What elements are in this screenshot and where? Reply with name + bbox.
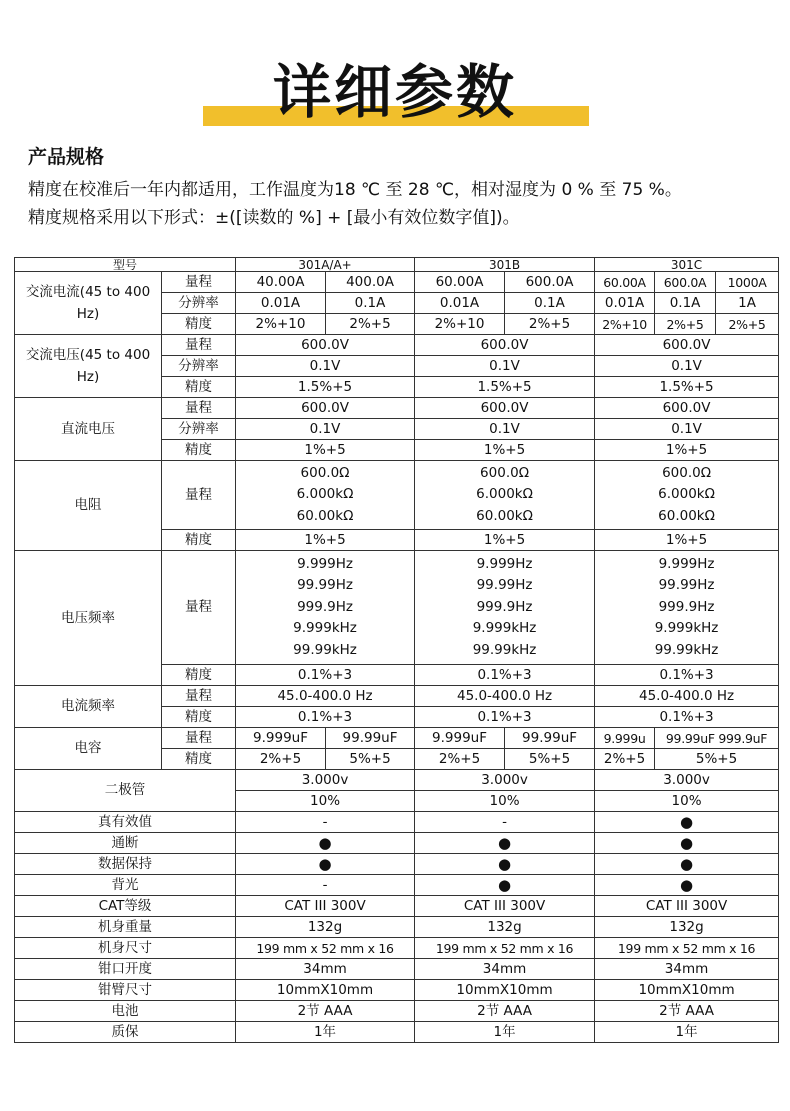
cell: 1.5%+5 (415, 377, 595, 398)
cell: 5%+5 (505, 749, 595, 770)
cell: 0.01A (415, 293, 505, 314)
cell: 0.1%+3 (415, 707, 595, 728)
table-header-row (15, 258, 779, 272)
dot-mark: ● (236, 833, 415, 854)
cell: 34mm (236, 959, 415, 980)
sub-label-resolution: 分辨率 (162, 293, 236, 314)
cell: 9.999Hz 99.99Hz 999.9Hz 9.999kHz 99.99kHz (236, 551, 415, 665)
spec-heading: 产品规格 (28, 146, 105, 168)
dot-mark: ● (415, 833, 595, 854)
cell: 1000A (716, 272, 779, 293)
cell: 9.999u (595, 728, 655, 749)
dot-mark: ● (595, 833, 779, 854)
cell: 1%+5 (415, 440, 595, 461)
cell: 99.99uF (505, 728, 595, 749)
cell: 2%+5 (236, 749, 326, 770)
cell: 600.0Ω 6.000kΩ 60.00kΩ (595, 461, 779, 530)
cell: 2%+5 (716, 314, 779, 335)
cell: 0.1V (595, 419, 779, 440)
cell: 3.000v (236, 770, 415, 791)
header-model-301c: 301C (595, 258, 779, 272)
dot-mark: ● (415, 875, 595, 896)
cell: 99.99uF 999.9uF (655, 728, 779, 749)
cell: 1%+5 (236, 530, 415, 551)
cell: CAT III 300V (236, 896, 415, 917)
cell: 3.000v (415, 770, 595, 791)
cell: 9.999Hz 99.99Hz 999.9Hz 9.999kHz 99.99kHz (595, 551, 779, 665)
table-row (15, 812, 779, 833)
page-title: 详细参数 (272, 58, 517, 126)
cell: 1%+5 (595, 530, 779, 551)
sub-label-accuracy: 精度 (162, 665, 236, 686)
row-label-dc-voltage: 直流电压 (15, 398, 162, 461)
row-label-backlight: 背光 (15, 875, 236, 896)
row-label-battery: 电池 (15, 1001, 236, 1022)
sub-label-range: 量程 (162, 551, 236, 665)
sub-label-accuracy: 精度 (162, 440, 236, 461)
cell: 10mmX10mm (595, 980, 779, 1001)
cell: 9.999Hz 99.99Hz 999.9Hz 9.999kHz 99.99kHz (415, 551, 595, 665)
cell: 0.01A (595, 293, 655, 314)
header-model-301b: 301B (415, 258, 595, 272)
table-row (15, 896, 779, 917)
cell: 0.1V (236, 356, 415, 377)
table-row (15, 833, 779, 854)
cell: 2%+5 (655, 314, 716, 335)
cell: 2%+5 (595, 749, 655, 770)
table-row (15, 1022, 779, 1043)
row-label-cat: CAT等级 (15, 896, 236, 917)
cell: 40.00A (236, 272, 326, 293)
table-row (15, 959, 779, 980)
cell: 1%+5 (595, 440, 779, 461)
row-label-jaw-opening: 钳口开度 (15, 959, 236, 980)
cell: 45.0-400.0 Hz (595, 686, 779, 707)
cell: 132g (236, 917, 415, 938)
dot-mark: ● (236, 854, 415, 875)
cell: 600.0A (655, 272, 716, 293)
cell: 5%+5 (326, 749, 415, 770)
spec-line-conditions: 精度在校准后一年内都适用，工作温度为18 ℃ 至 28 ℃，相对湿度为 0 % 至 75 %。 (28, 180, 682, 200)
cell: 9.999uF (415, 728, 505, 749)
cell: 199 mm x 52 mm x 16 (236, 938, 415, 959)
cell: 1年 (415, 1022, 595, 1043)
cell: 2%+10 (236, 314, 326, 335)
spec-table (14, 257, 779, 1043)
cell: 1.5%+5 (236, 377, 415, 398)
header-model-type: 型号 (15, 258, 236, 272)
sub-label-accuracy: 精度 (162, 707, 236, 728)
cell: 2%+5 (326, 314, 415, 335)
cell: 600.0A (505, 272, 595, 293)
table-row (15, 980, 779, 1001)
cell: 600.0V (236, 398, 415, 419)
cell: 5%+5 (655, 749, 779, 770)
row-label-capacitance: 电容 (15, 728, 162, 770)
sub-label-range: 量程 (162, 272, 236, 293)
table-row (15, 1001, 779, 1022)
sub-label-accuracy: 精度 (162, 377, 236, 398)
sub-label-range: 量程 (162, 335, 236, 356)
cell: 60.00A (595, 272, 655, 293)
table-row (15, 335, 779, 356)
table-row (15, 728, 779, 749)
cell: 1年 (595, 1022, 779, 1043)
dot-mark: ● (415, 854, 595, 875)
table-row (15, 917, 779, 938)
cell: 60.00A (415, 272, 505, 293)
cell: 132g (595, 917, 779, 938)
cell: 132g (415, 917, 595, 938)
cell: 0.1V (415, 419, 595, 440)
sub-label-accuracy: 精度 (162, 314, 236, 335)
dash-mark: - (236, 812, 415, 833)
cell: 2%+10 (415, 314, 505, 335)
row-label-warranty: 质保 (15, 1022, 236, 1043)
cell: 400.0A (326, 272, 415, 293)
header-model-301a: 301A/A+ (236, 258, 415, 272)
cell: 2节 AAA (236, 1001, 415, 1022)
table-row (15, 398, 779, 419)
row-label-diode: 二极管 (15, 770, 236, 812)
table-row (15, 854, 779, 875)
cell: 199 mm x 52 mm x 16 (595, 938, 779, 959)
table-row (15, 551, 779, 665)
row-label-size: 机身尺寸 (15, 938, 236, 959)
sub-label-range: 量程 (162, 461, 236, 530)
cell: 600.0Ω 6.000kΩ 60.00kΩ (415, 461, 595, 530)
cell: 1%+5 (236, 440, 415, 461)
cell: 0.1%+3 (236, 665, 415, 686)
cell: 2%+5 (505, 314, 595, 335)
cell: CAT III 300V (415, 896, 595, 917)
row-label-arm-size: 钳臂尺寸 (15, 980, 236, 1001)
sub-label-accuracy: 精度 (162, 530, 236, 551)
row-label-resistance: 电阻 (15, 461, 162, 551)
cell: 0.1V (415, 356, 595, 377)
table-row (15, 770, 779, 791)
cell: 1.5%+5 (595, 377, 779, 398)
dot-mark: ● (595, 812, 779, 833)
cell: 0.1A (655, 293, 716, 314)
dot-mark: ● (595, 875, 779, 896)
cell: 1%+5 (415, 530, 595, 551)
cell: 199 mm x 52 mm x 16 (415, 938, 595, 959)
title-block (0, 56, 790, 132)
sub-label-range: 量程 (162, 686, 236, 707)
cell: 0.1V (595, 356, 779, 377)
cell: 0.1V (236, 419, 415, 440)
cell: 2%+10 (595, 314, 655, 335)
cell: 1A (716, 293, 779, 314)
cell: 45.0-400.0 Hz (236, 686, 415, 707)
cell: 2%+5 (415, 749, 505, 770)
sub-label-resolution: 分辨率 (162, 419, 236, 440)
cell: 34mm (415, 959, 595, 980)
dot-mark: ● (595, 854, 779, 875)
cell: 45.0-400.0 Hz (415, 686, 595, 707)
cell: 600.0V (236, 335, 415, 356)
cell: 10% (595, 791, 779, 812)
cell: 600.0V (415, 335, 595, 356)
row-label-ac-current: 交流电流(45 to 400 Hz) (15, 272, 162, 335)
sub-label-range: 量程 (162, 398, 236, 419)
table-row (15, 461, 779, 530)
cell: 0.1%+3 (415, 665, 595, 686)
cell: 0.1A (326, 293, 415, 314)
cell: 2节 AAA (595, 1001, 779, 1022)
cell: 10% (236, 791, 415, 812)
cell: 600.0V (595, 335, 779, 356)
cell: 0.01A (236, 293, 326, 314)
dash-mark: - (415, 812, 595, 833)
row-label-true-rms: 真有效值 (15, 812, 236, 833)
cell: 10mmX10mm (236, 980, 415, 1001)
sub-label-resolution: 分辨率 (162, 356, 236, 377)
cell: 0.1%+3 (236, 707, 415, 728)
cell: 2节 AAA (415, 1001, 595, 1022)
cell: 0.1%+3 (595, 665, 779, 686)
row-label-continuity: 通断 (15, 833, 236, 854)
cell: 10mmX10mm (415, 980, 595, 1001)
table-row (15, 272, 779, 293)
cell: 9.999uF (236, 728, 326, 749)
cell: CAT III 300V (595, 896, 779, 917)
sub-label-accuracy: 精度 (162, 749, 236, 770)
cell: 10% (415, 791, 595, 812)
cell: 600.0V (415, 398, 595, 419)
table-row (15, 938, 779, 959)
spec-line-format: 精度规格采用以下形式：±([读数的 %] + [最小有效位数字值])。 (28, 208, 520, 228)
cell: 3.000v (595, 770, 779, 791)
cell: 600.0V (595, 398, 779, 419)
row-label-weight: 机身重量 (15, 917, 236, 938)
cell: 0.1A (505, 293, 595, 314)
cell: 600.0Ω 6.000kΩ 60.00kΩ (236, 461, 415, 530)
sub-label-range: 量程 (162, 728, 236, 749)
dash-mark: - (236, 875, 415, 896)
cell: 99.99uF (326, 728, 415, 749)
cell: 0.1%+3 (595, 707, 779, 728)
table-row (15, 686, 779, 707)
table-row (15, 875, 779, 896)
row-label-voltage-frequency: 电压频率 (15, 551, 162, 686)
row-label-current-frequency: 电流频率 (15, 686, 162, 728)
cell: 34mm (595, 959, 779, 980)
row-label-data-hold: 数据保持 (15, 854, 236, 875)
cell: 1年 (236, 1022, 415, 1043)
row-label-ac-voltage: 交流电压(45 to 400 Hz) (15, 335, 162, 398)
